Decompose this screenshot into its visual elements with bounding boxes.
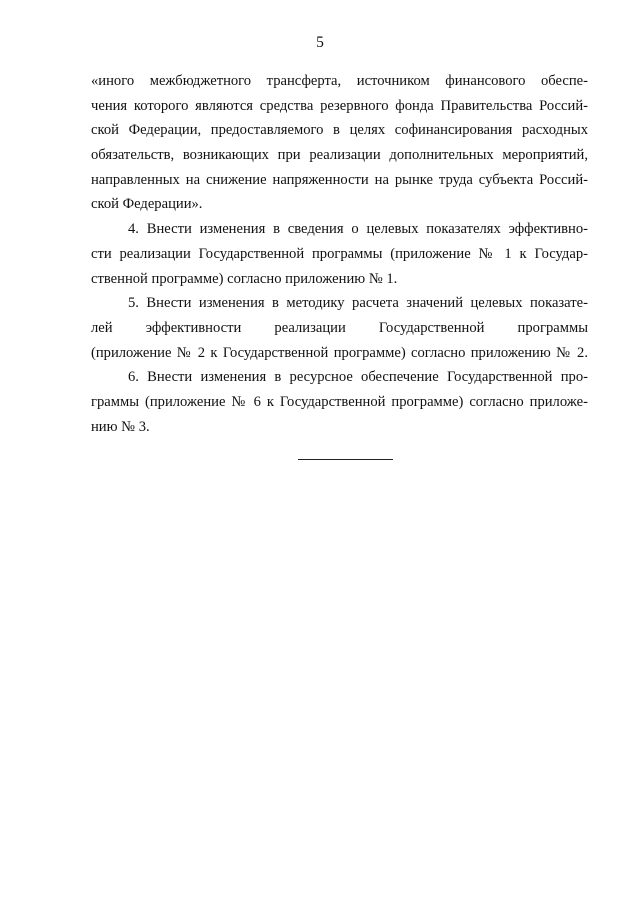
text-line: направленных на снижение напряженности на рынке труда субъекта Россий- xyxy=(91,171,588,188)
paragraph-item-6 xyxy=(91,365,588,439)
text-line: 6. Внести изменения в ресурсное обеспечение Государственной про- xyxy=(128,369,588,386)
text-line: ственной программе) согласно приложению № 1. xyxy=(91,270,398,287)
page-number: 5 xyxy=(316,34,324,51)
text-line: ской Федерации». xyxy=(91,196,203,213)
end-separator-line xyxy=(298,459,393,460)
text-line: чения которого являются средства резервного фонда Правительства Россий- xyxy=(91,97,588,114)
text-line: «иного межбюджетного трансферта, источником финансового обеспе- xyxy=(91,73,588,89)
text-line: (приложение № 2 к Государственной программе) согласно приложению № 2. xyxy=(91,344,588,361)
text-line: сти реализации Государственной программы (приложение № 1 к Государ- xyxy=(91,245,588,262)
paragraph-quote-continuation xyxy=(91,69,588,217)
text-line: нию № 3. xyxy=(91,418,150,435)
document-body xyxy=(91,69,588,439)
paragraph-item-4 xyxy=(91,217,588,291)
text-line: обязательств, возникающих при реализации дополнительных мероприятий, xyxy=(91,147,588,164)
text-line: граммы (приложение № 6 к Государственной программе) согласно приложе- xyxy=(91,393,588,410)
paragraph-item-5 xyxy=(91,291,588,365)
text-line: 4. Внести изменения в сведения о целевых показателях эффективно- xyxy=(128,221,588,238)
text-line: ской Федерации, предоставляемого в целях софинансирования расходных xyxy=(91,122,588,139)
text-line: 5. Внести изменения в методику расчета значений целевых показате- xyxy=(128,295,588,312)
text-line: лей эффективности реализации Государственной программы xyxy=(91,319,588,336)
